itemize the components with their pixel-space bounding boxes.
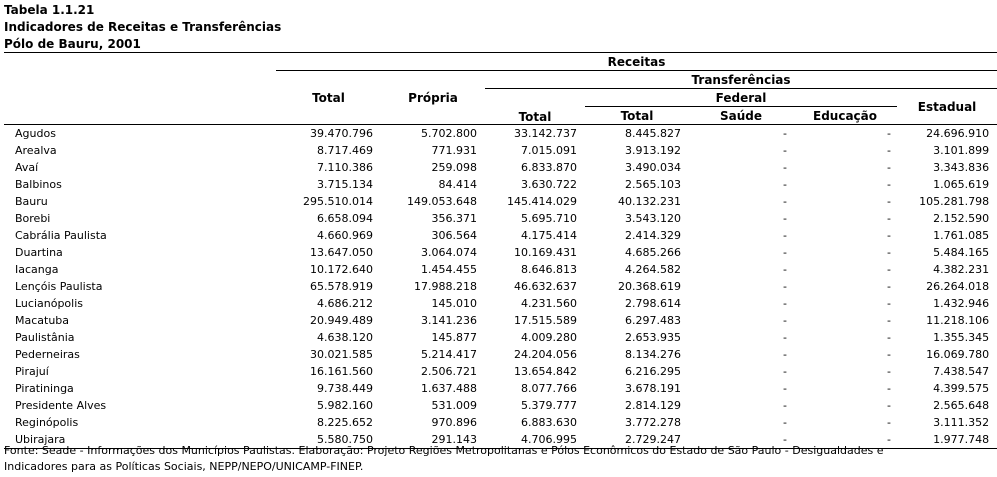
- cell-receita-total: 5.580.750: [276, 431, 381, 449]
- cell-federal-saude: -: [783, 195, 787, 208]
- header-propria: Própria: [408, 90, 458, 105]
- cell-federal-total: 8.445.827: [625, 127, 681, 140]
- cell-receita-propria: 149.053.648: [407, 195, 477, 208]
- cell-estadual: 3.101.899: [933, 144, 990, 157]
- cell-municipio: Ubirajara: [4, 431, 276, 449]
- cell-federal-total: 2.814.129: [625, 399, 681, 412]
- cell-municipio: Piratininga: [15, 382, 74, 395]
- cell-municipio: Pirajuí: [15, 365, 49, 378]
- cell-federal-educacao: -: [887, 127, 891, 140]
- cell-federal-saude: -: [783, 178, 787, 191]
- cell-federal-total: 3.678.191: [625, 382, 681, 395]
- cell-receita-propria: 259.098: [431, 161, 477, 174]
- cell-municipio: Lençóis Paulista: [15, 280, 103, 293]
- cell-federal-total: 2.653.935: [625, 331, 681, 344]
- cell-receita-propria: 1.637.488: [421, 382, 477, 395]
- footnote-line-1: Fonte: Seade - Informações dos Municípios Paulistas. Elaboração: Projeto Regiões Metropolitanas e Pólos Econômicos do Estado de São Paulo - Desigualdades e: [4, 444, 884, 457]
- table-subtitle: Pólo de Bauru, 2001: [4, 37, 141, 51]
- cell-receita-total: 10.172.640: [310, 263, 373, 276]
- cell-estadual: 2.152.590: [933, 212, 990, 225]
- cell-receita-propria: 84.414: [438, 178, 477, 191]
- cell-transferencias-total: 4.231.560: [521, 297, 577, 310]
- cell-federal-educacao: -: [887, 399, 891, 412]
- cell-federal-educacao: -: [887, 195, 891, 208]
- cell-federal-total: 4.685.266: [625, 246, 681, 259]
- cell-transferencias-total: 3.630.722: [521, 178, 577, 191]
- header-total: Total: [312, 90, 345, 105]
- cell-federal-educacao: -: [887, 263, 891, 276]
- table-row: [4, 329, 997, 346]
- table-title: Indicadores de Receitas e Transferências: [4, 20, 282, 34]
- table-row: [4, 380, 997, 397]
- cell-receita-total: 39.470.796: [310, 127, 373, 140]
- cell-estadual: 24.696.910: [926, 127, 990, 140]
- cell-transferencias-total: 13.654.842: [514, 365, 577, 378]
- cell-federal-saude: -: [783, 229, 787, 242]
- cell-receita-total: 4.638.120: [317, 331, 373, 344]
- header-row-3: [4, 89, 997, 107]
- cell-municipio: Balbinos: [15, 178, 62, 191]
- cell-municipio: Lucianópolis: [15, 297, 84, 310]
- cell-federal-saude: -: [783, 127, 787, 140]
- cell-estadual: 1.977.748: [897, 431, 997, 449]
- header-row-2: [4, 71, 997, 89]
- table-row: [4, 176, 997, 193]
- cell-municipio: Presidente Alves: [15, 399, 107, 412]
- cell-federal-educacao: -: [887, 144, 891, 157]
- cell-transferencias-total: 17.515.589: [514, 314, 577, 327]
- cell-transferencias-total: 6.883.630: [521, 416, 577, 429]
- cell-federal-saude: -: [783, 246, 787, 259]
- cell-receita-total: 7.110.386: [317, 161, 373, 174]
- cell-receita-total: 20.949.489: [310, 314, 373, 327]
- cell-receita-propria: 17.988.218: [414, 280, 477, 293]
- cell-estadual: 1.065.619: [933, 178, 990, 191]
- cell-receita-total: 3.715.134: [317, 178, 373, 191]
- cell-receita-propria: 5.214.417: [421, 348, 477, 361]
- cell-municipio: Reginópolis: [15, 416, 79, 429]
- cell-estadual: 16.069.780: [926, 348, 990, 361]
- cell-federal-saude: -: [783, 161, 787, 174]
- cell-federal-total: 2.414.329: [625, 229, 681, 242]
- cell-transferencias-total: 46.632.637: [514, 280, 577, 293]
- cell-federal-total: 40.132.231: [618, 195, 681, 208]
- table-row: [4, 210, 997, 227]
- cell-receita-total: 8.225.652: [317, 416, 373, 429]
- cell-municipio: Macatuba: [15, 314, 70, 327]
- cell-receita-propria: 531.009: [431, 399, 477, 412]
- cell-federal-saude: -: [783, 399, 787, 412]
- cell-transferencias-total: 24.204.056: [514, 348, 577, 361]
- table-title-block: [4, 2, 281, 53]
- cell-federal-saude: -: [783, 365, 787, 378]
- source-footnote: [4, 443, 984, 475]
- cell-municipio: Cabrália Paulista: [15, 229, 107, 242]
- cell-receita-propria: 291.143: [381, 431, 485, 449]
- cell-transferencias-total: 10.169.431: [514, 246, 577, 259]
- cell-municipio: Arealva: [15, 144, 57, 157]
- cell-federal-total: 6.216.295: [625, 365, 681, 378]
- footnote-line-2: Indicadores para as Políticas Sociais, NEPP/NEPO/UNICAMP-FINEP.: [4, 460, 364, 473]
- cell-federal-saude: -: [783, 382, 787, 395]
- cell-receita-total: 295.510.014: [303, 195, 373, 208]
- cell-federal-educacao: -: [887, 416, 891, 429]
- header-transferencias: Transferências: [485, 71, 997, 89]
- cell-receita-propria: 2.506.721: [421, 365, 477, 378]
- table-row: [4, 312, 997, 329]
- cell-federal-educacao: -: [887, 331, 891, 344]
- cell-receita-propria: 145.010: [431, 297, 477, 310]
- cell-federal-educacao: -: [887, 348, 891, 361]
- table-row: [4, 125, 997, 143]
- cell-transferencias-total: 8.077.766: [521, 382, 577, 395]
- table-row: [4, 363, 997, 380]
- cell-transferencias-total: 7.015.091: [521, 144, 577, 157]
- cell-federal-saude: -: [689, 431, 793, 449]
- cell-federal-saude: -: [783, 331, 787, 344]
- cell-municipio: Agudos: [15, 127, 56, 140]
- table-row: [4, 295, 997, 312]
- cell-receita-total: 30.021.585: [310, 348, 373, 361]
- cell-federal-total: 2.729.247: [585, 431, 689, 449]
- cell-federal-saude: -: [783, 314, 787, 327]
- cell-estadual: 1.432.946: [933, 297, 990, 310]
- cell-receita-total: 5.982.160: [317, 399, 373, 412]
- cell-transferencias-total: 4.009.280: [521, 331, 577, 344]
- cell-transferencias-total: 5.695.710: [521, 212, 577, 225]
- header-transf-total: Total: [518, 110, 552, 124]
- cell-federal-saude: -: [783, 348, 787, 361]
- cell-receita-propria: 3.141.236: [421, 314, 477, 327]
- cell-federal-saude: -: [783, 212, 787, 225]
- cell-transferencias-total: 6.833.870: [521, 161, 577, 174]
- cell-receita-propria: 5.702.800: [421, 127, 477, 140]
- cell-federal-total: 3.490.034: [625, 161, 681, 174]
- header-federal-total: Total: [585, 107, 689, 125]
- cell-federal-total: 3.543.120: [625, 212, 681, 225]
- cell-receita-propria: 771.931: [431, 144, 477, 157]
- cell-estadual: 105.281.798: [919, 195, 990, 208]
- table-row: [4, 193, 997, 210]
- cell-transferencias-total: 4.706.995: [485, 431, 585, 449]
- cell-receita-total: 9.738.449: [317, 382, 373, 395]
- cell-federal-saude: -: [783, 263, 787, 276]
- cell-municipio: Duartina: [15, 246, 63, 259]
- cell-municipio: Iacanga: [15, 263, 59, 276]
- table-number: Tabela 1.1.21: [4, 3, 95, 17]
- table-row: [4, 261, 997, 278]
- cell-federal-saude: -: [783, 416, 787, 429]
- cell-federal-educacao: -: [887, 229, 891, 242]
- cell-federal-total: 3.913.192: [625, 144, 681, 157]
- cell-receita-total: 13.647.050: [310, 246, 373, 259]
- cell-transferencias-total: 145.414.029: [507, 195, 577, 208]
- cell-estadual: 3.343.836: [933, 161, 990, 174]
- cell-transferencias-total: 5.379.777: [521, 399, 577, 412]
- header-federal: Federal: [585, 89, 897, 107]
- cell-federal-educacao: -: [887, 382, 891, 395]
- cell-federal-educacao: -: [887, 314, 891, 327]
- cell-transferencias-total: 8.646.813: [521, 263, 577, 276]
- cell-receita-propria: 356.371: [431, 212, 477, 225]
- header-saude: Saúde: [689, 107, 793, 125]
- cell-federal-educacao: -: [887, 178, 891, 191]
- cell-federal-total: 3.772.278: [625, 416, 681, 429]
- cell-federal-saude: -: [783, 144, 787, 157]
- cell-receita-propria: 3.064.074: [421, 246, 477, 259]
- table-row: [4, 244, 997, 261]
- cell-estadual: 4.382.231: [933, 263, 990, 276]
- cell-estadual: 7.438.547: [933, 365, 990, 378]
- cell-federal-educacao: -: [887, 246, 891, 259]
- cell-estadual: 3.111.352: [933, 416, 990, 429]
- cell-estadual: 5.484.165: [933, 246, 990, 259]
- data-table: [4, 52, 997, 449]
- cell-estadual: 26.264.018: [926, 280, 990, 293]
- cell-municipio: Pederneiras: [15, 348, 80, 361]
- cell-transferencias-total: 4.175.414: [521, 229, 577, 242]
- cell-receita-total: 16.161.560: [310, 365, 373, 378]
- cell-federal-educacao: -: [887, 161, 891, 174]
- table-body: [4, 125, 997, 449]
- cell-federal-total: 8.134.276: [625, 348, 681, 361]
- cell-federal-educacao: -: [793, 431, 897, 449]
- cell-federal-saude: -: [783, 280, 787, 293]
- header-educacao: Educação: [793, 107, 897, 125]
- cell-federal-total: 4.264.582: [625, 263, 681, 276]
- cell-receita-propria: 970.896: [431, 416, 477, 429]
- cell-federal-educacao: -: [887, 280, 891, 293]
- header-estadual: Estadual: [917, 99, 977, 114]
- header-receitas: Receitas: [276, 53, 997, 71]
- table-row: [4, 346, 997, 363]
- cell-receita-total: 8.717.469: [317, 144, 373, 157]
- header-row-1: [4, 53, 997, 71]
- cell-federal-total: 20.368.619: [618, 280, 681, 293]
- cell-municipio: Bauru: [15, 195, 48, 208]
- table-row: [4, 227, 997, 244]
- cell-receita-propria: 1.454.455: [421, 263, 477, 276]
- cell-receita-total: 6.658.094: [317, 212, 373, 225]
- cell-municipio: Avaí: [15, 161, 39, 174]
- cell-receita-total: 65.578.919: [310, 280, 373, 293]
- cell-estadual: 4.399.575: [933, 382, 990, 395]
- cell-municipio: Borebi: [15, 212, 51, 225]
- cell-receita-total: 4.686.212: [317, 297, 373, 310]
- cell-estadual: 2.565.648: [933, 399, 990, 412]
- cell-federal-educacao: -: [887, 297, 891, 310]
- cell-federal-educacao: -: [887, 365, 891, 378]
- cell-estadual: 11.218.106: [926, 314, 990, 327]
- cell-receita-propria: 145.877: [431, 331, 477, 344]
- cell-transferencias-total: 33.142.737: [514, 127, 577, 140]
- cell-federal-educacao: -: [887, 212, 891, 225]
- table-row: [4, 278, 997, 295]
- cell-federal-total: 2.798.614: [625, 297, 681, 310]
- cell-federal-saude: -: [783, 297, 787, 310]
- table-row: [4, 142, 997, 159]
- table-row: [4, 397, 997, 414]
- cell-estadual: 1.761.085: [933, 229, 990, 242]
- cell-receita-propria: 306.564: [431, 229, 477, 242]
- cell-federal-total: 2.565.103: [625, 178, 681, 191]
- cell-municipio: Paulistânia: [15, 331, 75, 344]
- cell-estadual: 1.355.345: [933, 331, 990, 344]
- table-row: [4, 414, 997, 431]
- cell-receita-total: 4.660.969: [317, 229, 373, 242]
- cell-federal-total: 6.297.483: [625, 314, 681, 327]
- table-row: [4, 159, 997, 176]
